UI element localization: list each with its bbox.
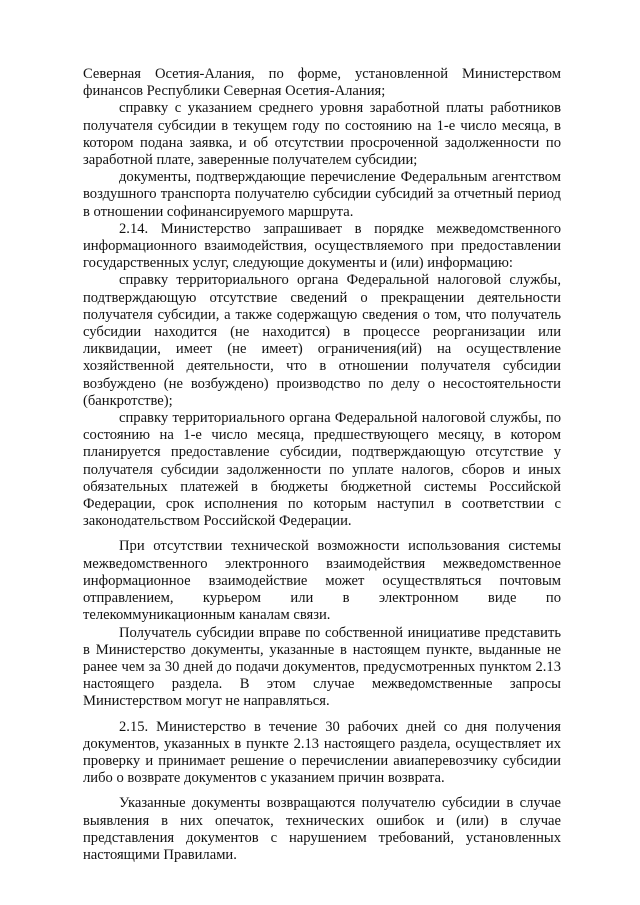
paragraph-no-electronic-interaction: При отсутствии технической возможности использования системы межведомственного электронного взаимодействия межведомственное информационное взаимодействие может осуществляться почтовым отправлением, курьером или в электронном виде по телекоммуникационным каналам связи.: [83, 538, 561, 624]
document-page: [83, 66, 561, 864]
paragraph-2-14: 2.14. Министерство запрашивает в порядке межведомственного информационного взаимодействия, осуществляемого при предоставлении государственных услуг, следующие документы и (или) информацию:: [83, 220, 561, 272]
paragraph-tax-certificate-activity: справку территориального органа Федеральной налоговой службы, подтверждающую отсутствие сведений о прекращении деятельности получателя субсидии, а также содержащую сведения о том, что получатель субсидии находится (не находится) в процессе реорганизации или ликвидации, имеет (не имеет) ограничения(ий) на осуществление хозяйственной деятельности, что в отношении получателя субсидии возбуждено (не возбуждено) производство по делу о несостоятельности (банкротстве);: [83, 272, 561, 409]
paragraph-2-15: 2.15. Министерство в течение 30 рабочих дней со дня получения документов, указанных в пункте 2.13 настоящего раздела, осуществляет их проверку и принимает решение о перечислении авиаперевозчику субсидии либо о возврате документов с указанием причин возврата.: [83, 718, 561, 787]
paragraph-transfer-documents: документы, подтверждающие перечисление Федеральным агентством воздушного транспорта получателю субсидии субсидий за отчетный период в отношении софинансируемого маршрута.: [83, 169, 561, 220]
paragraph-tax-certificate-debt: справку территориального органа Федеральной налоговой службы, по состоянию на 1-е число месяца, предшествующего месяцу, в котором планируется предоставление субсидии, подтверждающую отсутствие у получателя субсидии задолженности по уплате налогов, сборов и иных обязательных платежей в бюджеты бюджетной системы Российской Федерации, срок исполнения по которым наступил в соответствии с законодательством Российской Федерации.: [83, 410, 561, 530]
paragraph-documents-returned: Указанные документы возвращаются получателю субсидии в случае выявления в них опечаток, технических ошибок и (или) в случае представления документов с нарушением требований, установленных настоящими Правилами.: [83, 795, 561, 863]
paragraph-salary-certificate: справку с указанием среднего уровня заработной платы работников получателя субсидии в текущем году по состоянию на 1-е число месяца, в котором подана заявка, и об отсутствии просроченной задолженности по заработной плате, заверенные получателем субсидии;: [83, 100, 561, 169]
paragraph-continuation: Северная Осетия-Алания, по форме, установленной Министерством финансов Республики Северная Осетия-Алания;: [83, 66, 561, 100]
paragraph-own-initiative: Получатель субсидии вправе по собственной инициативе представить в Министерство документы, указанные в настоящем пункте, выданные не ранее чем за 30 дней до подачи документов, предусмотренных пунктом 2.13 настоящего раздела. В этом случае межведомственные запросы Министерством могут не направляться.: [83, 624, 561, 710]
